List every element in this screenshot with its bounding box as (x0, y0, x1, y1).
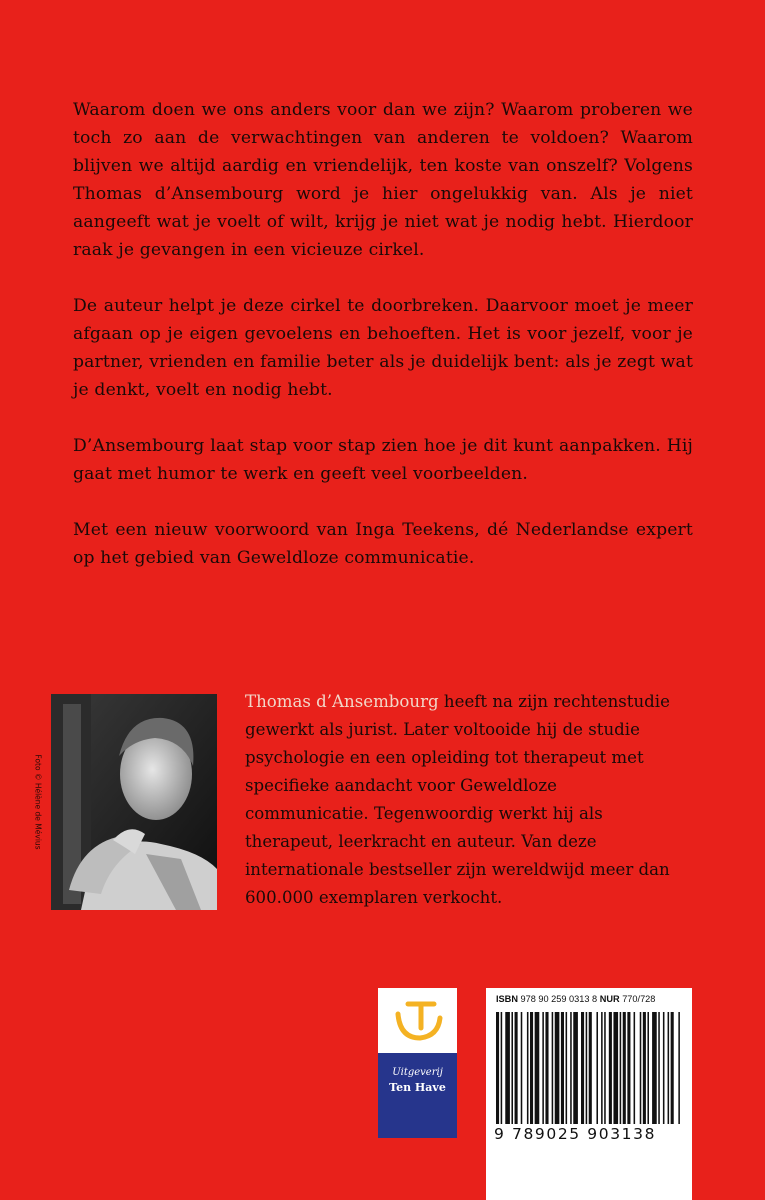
back-cover-blurb (73, 96, 693, 600)
blurb-paragraph: Met een nieuw voorwoord van Inga Teekens, dé Nederlandse expert op het gebied van Geweldloze communicatie. (73, 520, 693, 568)
barcode-bar (521, 1012, 523, 1124)
barcode-bar (542, 1012, 544, 1124)
blurb-paragraph: De auteur helpt je deze cirkel te doorbreken. Daarvoor moet je meer afgaan op je eigen gevoelens en behoeften. Het is voor jezelf, voor je partner, vrienden en familie beter als je duidelijk bent: als je zegt wat je denkt, voelt en nodig hebt. (73, 296, 693, 400)
barcode-bar (555, 1012, 560, 1124)
barcode-bar (589, 1012, 592, 1124)
barcode-bar (658, 1012, 660, 1124)
barcode-bar (496, 1012, 499, 1124)
barcode-bar (678, 1012, 680, 1124)
barcode-bar (640, 1012, 642, 1124)
barcode-bar (601, 1012, 603, 1124)
barcode-bar (561, 1012, 564, 1124)
blurb-paragraph: D’Ansembourg laat stap voor stap zien hoe je dit kunt aanpakken. Hij gaat met humor te werk en geeft veel voorbeelden. (73, 436, 693, 484)
barcode-bar (634, 1012, 636, 1124)
barcode-bar (535, 1012, 540, 1124)
barcode-bar (663, 1012, 665, 1124)
isbn-label: ISBN (496, 994, 518, 1004)
barcode-bar (668, 1012, 670, 1124)
barcode-digits: 9 789025 903138 (494, 1125, 657, 1143)
barcode-bar (627, 1012, 630, 1124)
author-bio (245, 688, 675, 912)
photo-credit: Foto © Hélène de Mévius (33, 754, 43, 850)
barcode-bar (652, 1012, 657, 1124)
barcode-bar (581, 1012, 584, 1124)
barcode-bar (647, 1012, 649, 1124)
barcode-bar (527, 1012, 529, 1124)
barcode-bar (623, 1012, 626, 1124)
barcode-bar (570, 1012, 572, 1124)
barcode-bar (566, 1012, 568, 1124)
barcode-bar (596, 1012, 598, 1124)
publisher-label: Uitgeverij (392, 1067, 443, 1078)
barcode-bars (496, 1012, 683, 1124)
barcode-bar (643, 1012, 646, 1124)
barcode-bar (609, 1012, 612, 1124)
blurb-paragraph: Waarom doen we ons anders voor dan we zijn? Waarom proberen we toch zo aan de verwachtingen van anderen te voldoen? Waarom blijven we altijd aardig en vriendelijk, ten koste van onszelf? Volgens Thomas d’Ansembourg word je hier ongelukkig van. Als je niet aangeeft wat je voelt of wilt, krijg je niet wat je nodig hebt. Hierdoor raak je gevangen in een vicieuze cirkel. (73, 100, 693, 260)
barcode-bar (552, 1012, 554, 1124)
isbn-line (496, 994, 655, 1004)
barcode-bar (604, 1012, 606, 1124)
barcode-bar (613, 1012, 618, 1124)
nur-label: NUR (599, 994, 620, 1004)
author-bio-text: heeft na zijn rechtenstudie gewerkt als jurist. Later voltooide hij de studie psychologie en een opleiding tot therapeut met specifieke aandacht voor Geweldloze communicatie. Tegenwoordig werkt hij als therapeut, leerkracht en auteur. Van deze internationale bestseller zijn wereldwijd meer dan 600.000 exemplaren verkocht. (245, 692, 670, 907)
barcode-bar (515, 1012, 518, 1124)
barcode-bar (505, 1012, 510, 1124)
barcode-bar (620, 1012, 622, 1124)
publisher-name-block (378, 1053, 457, 1138)
publisher-name: Ten Have (389, 1081, 446, 1094)
barcode-bar (530, 1012, 533, 1124)
barcode-bar (511, 1012, 513, 1124)
publisher-logo (378, 988, 457, 1138)
barcode-bar (671, 1012, 674, 1124)
barcode-bar (586, 1012, 588, 1124)
nur-number: 770/728 (622, 994, 656, 1004)
author-photo (51, 694, 217, 910)
publisher-emblem-icon (378, 988, 457, 1053)
barcode-bar (573, 1012, 578, 1124)
author-name: Thomas d’Ansembourg (245, 692, 439, 711)
author-portrait-image (51, 694, 217, 910)
isbn-number: 978 90 259 0313 8 (520, 994, 598, 1004)
barcode-bar (501, 1012, 503, 1124)
barcode-bar (545, 1012, 548, 1124)
barcode-panel (486, 988, 692, 1200)
